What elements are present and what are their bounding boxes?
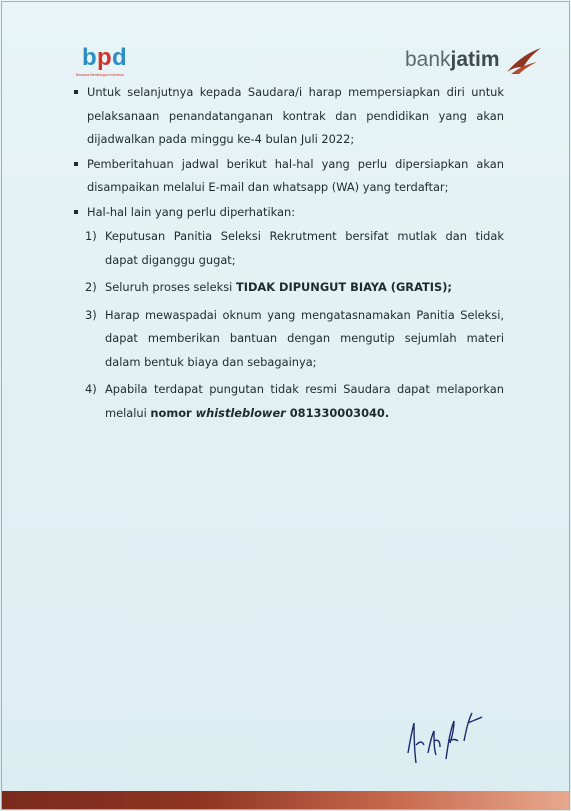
numbered-list — [72, 225, 504, 425]
list-text-4-bold-italic: whistleblower — [195, 405, 286, 420]
bullet-text-1: Untuk selanjutnya kepada Saudara/i harap mempersiapkan diri untuk pelaksanaan penandatanganan kontrak dan pendidikan yang akan dijadwalkan pada minggu ke-4 bulan Juli 2022; — [87, 85, 504, 146]
bullet-item-2 — [72, 153, 504, 200]
list-item-1 — [85, 225, 504, 272]
bullet-marker — [74, 210, 78, 214]
bankjatim-suffix: jatim — [450, 48, 500, 71]
list-text-1: Keputusan Panitia Seleksi Rekrutment bersifat mutlak dan tidak dapat diganggu gugat; — [105, 229, 504, 267]
list-text-2-bold: TIDAK DIPUNGUT BIAYA (GRATIS); — [235, 280, 452, 294]
list-text-2-pre: Seluruh proses seleksi — [105, 280, 236, 294]
bpd-logo — [74, 41, 144, 81]
footer-decorative-bar — [2, 791, 569, 809]
svg-text:d: d — [112, 44, 127, 71]
svg-text:b: b — [82, 44, 97, 71]
signature-initials — [402, 701, 488, 771]
svg-text:p: p — [97, 44, 112, 71]
document-body — [72, 81, 504, 429]
list-item-3 — [85, 304, 504, 375]
bullet-item-1 — [72, 81, 504, 152]
bankjatim-wing-icon — [505, 44, 543, 76]
list-number-4: 4) — [85, 382, 97, 396]
list-text-4-bold-b: 081330003040. — [285, 405, 390, 420]
bullet-marker — [74, 90, 78, 94]
list-number-1: 1) — [85, 229, 97, 243]
list-number-3: 3) — [85, 307, 97, 322]
list-number-2: 2) — [85, 280, 97, 294]
bpd-logo-caption: Bersama Membangun Indonesia — [76, 73, 124, 77]
bullet-item-3 — [72, 201, 504, 225]
list-text-3: Harap mewaspadai oknum yang mengatasnamakan Panitia Seleksi, dapat memberikan bantuan dengan mengutip sejumlah materi dalam bentuk biaya dan sebagainya; — [105, 307, 504, 369]
list-item-2 — [85, 276, 504, 300]
list-text-4-bold-a: nomor — [150, 405, 196, 420]
list-text-4-pre: Apabila terdapat pungutan tidak resmi Saudara dapat melaporkan melalui — [105, 382, 504, 420]
bullet-text-2: Pemberitahuan jadwal berikut hal-hal yang perlu dipersiapkan akan disampaikan melalui E-mail dan whatsapp (WA) yang terdaftar; — [87, 156, 504, 194]
bankjatim-prefix: bank — [405, 48, 451, 71]
bullet-marker — [74, 162, 78, 166]
bankjatim-logo-text — [405, 48, 500, 72]
bullet-text-3: Hal-hal lain yang perlu diperhatikan: — [87, 204, 296, 219]
list-item-4 — [85, 378, 504, 425]
